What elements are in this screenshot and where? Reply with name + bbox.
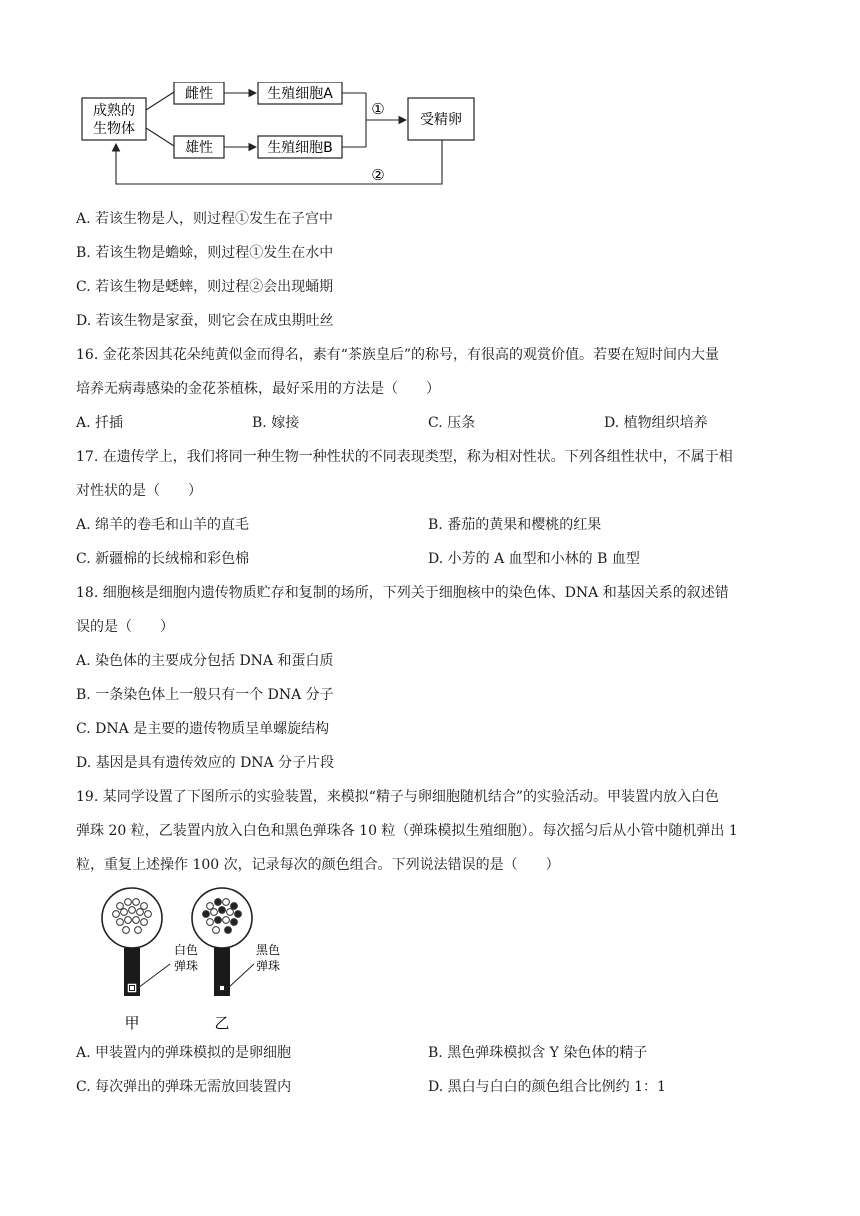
q16-stem-line-2: 培养无病毒感染的金花茶植株，最好采用的方法是（ ） bbox=[76, 381, 440, 397]
svg-text:生殖细胞B: 生殖细胞B bbox=[267, 140, 333, 156]
q18-option-b: B. 一条染色体上一般只有一个 DNA 分子 bbox=[76, 687, 334, 703]
process-2-label: ② bbox=[371, 166, 385, 184]
q19-option-d: D. 黑白与白白的颜色组合比例约 1：1 bbox=[428, 1079, 666, 1095]
q16-option-d: D. 植物组织培养 bbox=[604, 415, 708, 431]
female-box bbox=[174, 82, 224, 104]
q16-option-b: B. 嫁接 bbox=[252, 415, 300, 431]
white-ball-label-2: 弹珠 bbox=[174, 959, 199, 973]
q15-option-a: A. 若该生物是人，则过程①发生在子宫中 bbox=[76, 211, 334, 227]
ball-device-figure bbox=[92, 884, 292, 1034]
svg-text:受精卵: 受精卵 bbox=[420, 112, 462, 128]
q17-stem-line-1: 17. 在遗传学上，我们将同一种生物一种性状的不同表现类型，称为相对性状。下列各组性状中，不属于相 bbox=[76, 449, 733, 465]
germ-cell-b-box bbox=[258, 136, 342, 158]
device-yi-label: 乙 bbox=[214, 1014, 230, 1032]
q16-stem-line-1: 16. 金花茶因其花朵纯黄似金而得名，素有“茶族皇后”的称号，有很高的观赏价值。若要在短时间内大量 bbox=[76, 347, 720, 363]
device-jia-label: 甲 bbox=[124, 1014, 140, 1032]
black-ball-label-1: 黑色 bbox=[256, 943, 281, 957]
q17-option-b: B. 番茄的黄果和樱桃的红果 bbox=[428, 517, 602, 533]
device-jia bbox=[102, 888, 162, 1032]
q18-stem-line-2: 误的是（ ） bbox=[76, 619, 174, 635]
q18-stem-line-1: 18. 细胞核是细胞内遗传物质贮存和复制的场所，下列关于细胞核中的染色体、DNA 和基因关系的叙述错 bbox=[76, 585, 729, 601]
zygote-box bbox=[408, 98, 474, 140]
q18-option-c: C. DNA 是主要的遗传物质呈单螺旋结构 bbox=[76, 721, 330, 737]
q17-option-d: D. 小芳的 A 血型和小林的 B 血型 bbox=[428, 551, 640, 567]
mature-organism-box bbox=[82, 98, 146, 140]
q17-option-c: C. 新疆棉的长绒棉和彩色棉 bbox=[76, 551, 250, 567]
q19-stem-line-2: 弹珠 20 粒，乙装置内放入白色和黑色弹珠各 10 粒（弹珠模拟生殖细胞）。每次摇匀后从小管中随机弹出 1 bbox=[76, 823, 738, 839]
q19-option-c: C. 每次弹出的弹珠无需放回装置内 bbox=[76, 1079, 292, 1095]
q19-option-a: A. 甲装置内的弹珠模拟的是卵细胞 bbox=[76, 1045, 292, 1061]
reproduction-diagram bbox=[76, 82, 486, 192]
q18-option-a: A. 染色体的主要成分包括 DNA 和蛋白质 bbox=[76, 653, 334, 669]
q15-option-b: B. 若该生物是蟾蜍，则过程①发生在水中 bbox=[76, 245, 334, 261]
q19-stem-line-1: 19. 某同学设置了下图所示的实验装置，来模拟“精子与卵细胞随机结合”的实验活动。甲装置内放入白色 bbox=[76, 789, 720, 805]
q17-option-a: A. 绵羊的卷毛和山羊的直毛 bbox=[76, 517, 250, 533]
svg-text:成熟的: 成熟的 bbox=[93, 103, 135, 119]
male-box bbox=[174, 136, 224, 158]
process-1-label: ① bbox=[371, 100, 385, 118]
q15-option-c: C. 若该生物是蟋蟀，则过程②会出现蛹期 bbox=[76, 279, 334, 295]
white-ball-label-1: 白色 bbox=[174, 943, 199, 957]
device-yi bbox=[192, 888, 252, 1032]
black-ball-label-2: 弹珠 bbox=[256, 959, 281, 973]
q18-option-d: D. 基因是具有遗传效应的 DNA 分子片段 bbox=[76, 755, 335, 771]
svg-text:雄性: 雄性 bbox=[185, 140, 213, 156]
svg-text:雌性: 雌性 bbox=[185, 86, 213, 102]
germ-cell-a-box bbox=[258, 82, 342, 104]
q16-option-a: A. 扦插 bbox=[76, 415, 124, 431]
q16-option-c: C. 压条 bbox=[428, 415, 476, 431]
svg-text:生物体: 生物体 bbox=[93, 121, 135, 137]
svg-text:生殖细胞A: 生殖细胞A bbox=[267, 86, 333, 102]
q19-stem-line-3: 粒，重复上述操作 100 次，记录每次的颜色组合。下列说法错误的是（ ） bbox=[76, 857, 560, 873]
q15-option-d: D. 若该生物是家蚕，则它会在成虫期吐丝 bbox=[76, 313, 334, 329]
q19-option-b: B. 黑色弹珠模拟含 Y 染色体的精子 bbox=[428, 1045, 648, 1061]
q17-stem-line-2: 对性状的是（ ） bbox=[76, 483, 202, 499]
